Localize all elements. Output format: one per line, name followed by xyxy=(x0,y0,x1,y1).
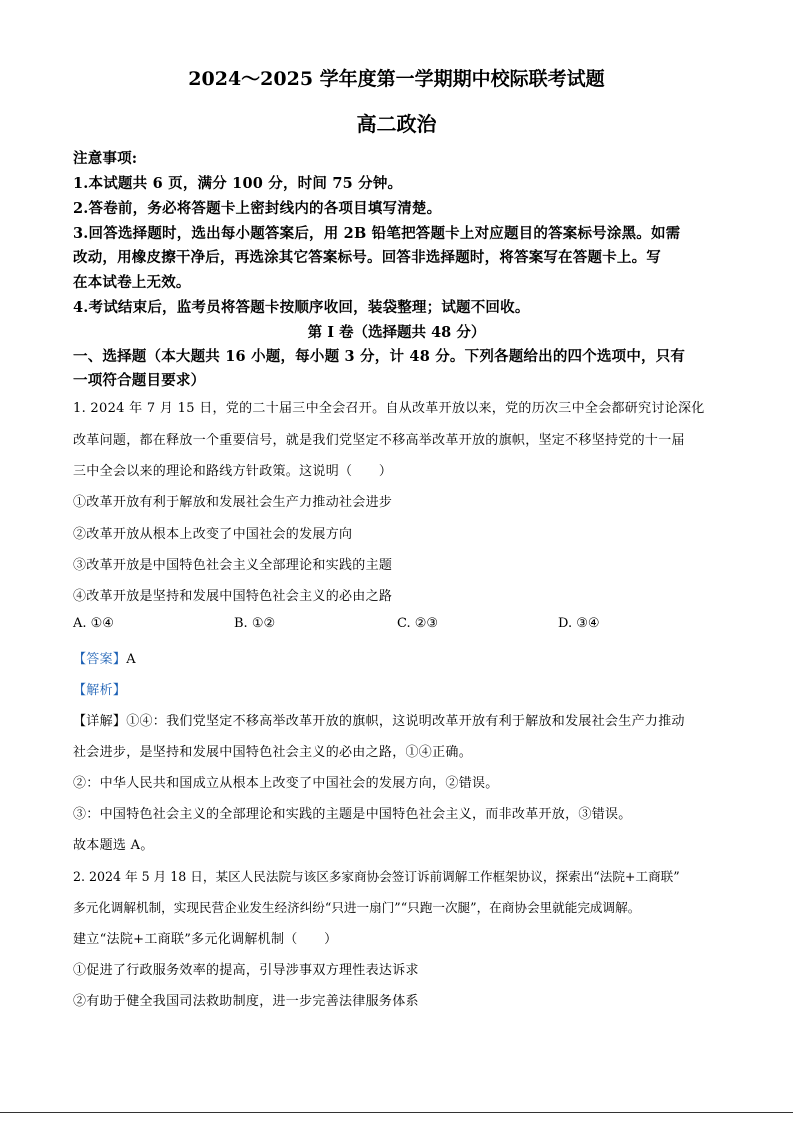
question-stem: 1. 2024 年 7 月 15 日，党的二十届三中全会召开。自从改革开放以来，党的历次三中全会都研究讨论深化 xyxy=(73,401,705,416)
detail-line xyxy=(73,710,685,729)
statement: ④改革开放是坚持和发展中国特色社会主义的必由之路 xyxy=(73,589,393,604)
question-stem: 多元化调解机制，实现民营企业发生经济纠纷“只进一扇门”“只跑一次腿”，在商协会里就能完成调解。 xyxy=(73,900,641,915)
statement: ②有助于健全我国司法救助制度，进一步完善法律服务体系 xyxy=(73,994,419,1009)
section-title: 第 I 卷（选择题共 48 分） xyxy=(307,324,486,341)
notice-item: 4.考试结束后，监考员将答题卡按顺序收回，装袋整理；试题不回收。 xyxy=(73,299,530,316)
option-a: A. ①④ xyxy=(73,616,114,631)
question-stem: 三中全会以来的理论和路线方针政策。这说明（ ） xyxy=(73,464,393,479)
statement: ②改革开放从根本上改变了中国社会的发展方向 xyxy=(73,527,353,542)
detail-text: ③：中国特色社会主义的全部理论和实践的主题是中国特色社会主义，而非改革开放，③错误。 xyxy=(73,807,632,822)
notice-item: 3.回答选择题时，选出每小题答案后，用 2B 铅笔把答题卡上对应题目的答案标号涂黑。如需 xyxy=(73,225,681,242)
detail-text: 故本题选 A。 xyxy=(73,838,154,853)
exam-title: 2024～2025 学年度第一学期期中校际联考试题 xyxy=(188,68,605,90)
answer-value: A xyxy=(126,652,136,667)
answer-line xyxy=(73,648,136,667)
detail-text: 社会进步，是坚持和发展中国特色社会主义的必由之路，①④正确。 xyxy=(73,745,473,760)
statement: ③改革开放是中国特色社会主义全部理论和实践的主题 xyxy=(73,558,393,573)
detail-text: ②：中华人民共和国成立从根本上改变了中国社会的发展方向，②错误。 xyxy=(73,776,499,791)
section-instruction: 一项符合题目要求） xyxy=(73,372,206,389)
section-instruction: 一、选择题（本大题共 16 小题，每小题 3 分，计 48 分。下列各题给出的四个选项中，只有 xyxy=(73,348,686,365)
detail-label: 【详解】 xyxy=(73,714,127,729)
statement: ①促进了行政服务效率的提高，引导涉事双方理性表达诉求 xyxy=(73,963,419,978)
analysis-line xyxy=(73,679,126,698)
notice-heading: 注意事项: xyxy=(73,150,138,167)
statement: ①改革开放有利于解放和发展社会生产力推动社会进步 xyxy=(73,495,393,510)
subject-title: 高二政治 xyxy=(356,112,437,136)
notice-item: 改动，用橡皮擦干净后，再选涂其它答案标号。回答非选择题时，将答案写在答题卡上。写 xyxy=(73,249,661,266)
notice-item: 在本试卷上无效。 xyxy=(73,274,191,291)
analysis-label: 【解析】 xyxy=(73,683,127,698)
notice-item: 2.答卷前，务必将答题卡上密封线内的各项目填写清楚。 xyxy=(73,200,442,217)
question-stem: 2. 2024 年 5 月 18 日，某区人民法院与该区多家商协会签订诉前调解工作框架协议，探索出“法院+工商联” xyxy=(73,869,680,884)
option-d: D. ③④ xyxy=(558,616,600,631)
option-c: C. ②③ xyxy=(397,616,439,631)
option-b: B. ①② xyxy=(234,616,276,631)
detail-text: ①④：我们党坚定不移高举改革开放的旗帜，这说明改革开放有利于解放和发展社会生产力推动 xyxy=(126,714,685,729)
page-bottom-rule xyxy=(0,1112,793,1113)
question-stem: 建立“法院+工商联”多元化调解机制（ ） xyxy=(73,932,338,947)
notice-item: 1.本试题共 6 页，满分 100 分，时间 75 分钟。 xyxy=(73,175,403,192)
question-stem: 改革问题，都在释放一个重要信号，就是我们党坚定不移高举改革开放的旗帜，坚定不移坚持党的十一届 xyxy=(73,433,685,448)
answer-label: 【答案】 xyxy=(73,652,127,667)
